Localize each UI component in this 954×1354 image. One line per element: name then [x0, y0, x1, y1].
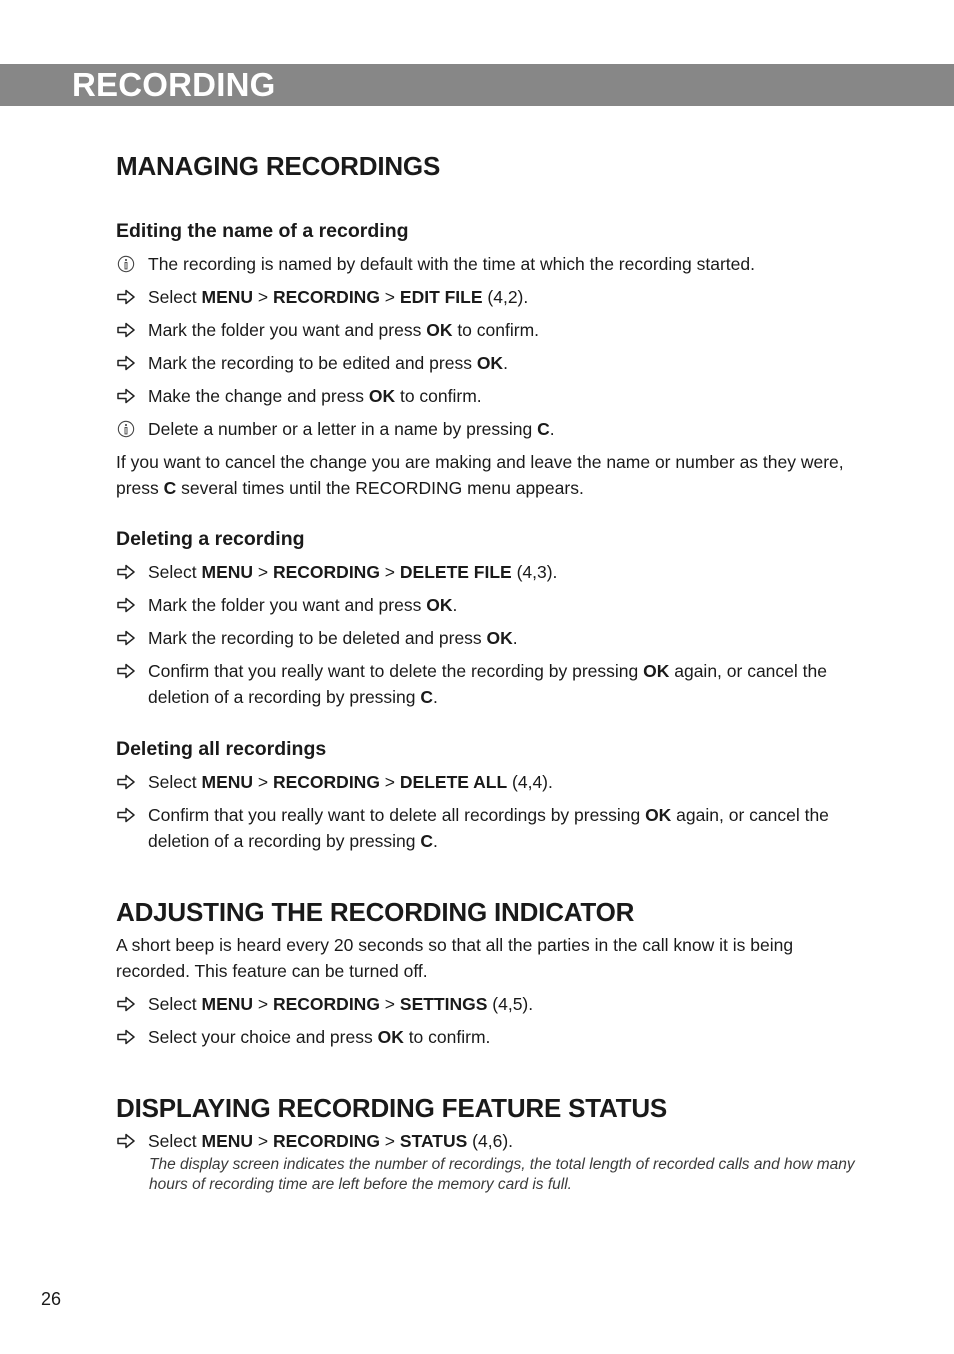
step-row: Confirm that you really want to delete the recording by pressing OK again, or cancel the deletion of a recording by pressing C.	[116, 658, 856, 710]
step-row: Select MENU > RECORDING > SETTINGS (4,5).	[116, 991, 856, 1017]
subsection-title-deleting-all: Deleting all recordings	[116, 738, 327, 760]
step-row: Mark the folder you want and press OK to confirm.	[116, 317, 856, 343]
step-row: Select MENU > RECORDING > DELETE FILE (4,3).	[116, 559, 856, 585]
arrow-icon	[116, 387, 136, 405]
step-row: Select MENU > RECORDING > DELETE ALL (4,4).	[116, 769, 856, 795]
section-title-status: DISPLAYING RECORDING FEATURE STATUS	[116, 1093, 668, 1123]
page-number: 26	[41, 1289, 62, 1309]
arrow-icon	[116, 629, 136, 647]
arrow-icon	[116, 773, 136, 791]
info-row: The recording is named by default with the time at which the recording started.	[116, 251, 856, 277]
body-paragraph: If you want to cancel the change you are making and leave the name or number as they were, press C several times until the RECORDING menu appears.	[116, 452, 844, 498]
step-row: Select your choice and press OK to confirm.	[116, 1024, 856, 1050]
subsection-title-deleting: Deleting a recording	[116, 528, 305, 550]
step-row: Mark the recording to be deleted and press OK.	[116, 625, 856, 651]
status-note: The display screen indicates the number of recordings, the total length of recorded calls and how many hours of recording time are left before the memory card is full.	[149, 1156, 855, 1193]
step-row: Mark the recording to be edited and press OK.	[116, 350, 856, 376]
page-content	[116, 150, 856, 1194]
chapter-title: RECORDING	[72, 66, 276, 103]
info-icon	[116, 420, 136, 438]
arrow-icon	[116, 995, 136, 1013]
info-row: Delete a number or a letter in a name by pressing C.	[116, 416, 856, 442]
chapter-banner	[0, 64, 954, 106]
step-row: Confirm that you really want to delete all recordings by pressing OK again, or cancel the deletion of a recording by pressing C.	[116, 802, 856, 854]
arrow-icon	[116, 288, 136, 306]
arrow-icon	[116, 1028, 136, 1046]
step-row: Select MENU > RECORDING > EDIT FILE (4,2).	[116, 284, 856, 310]
arrow-icon	[116, 806, 136, 824]
arrow-icon	[116, 596, 136, 614]
arrow-icon	[116, 662, 136, 680]
section-title-managing: MANAGING RECORDINGS	[116, 151, 441, 181]
arrow-icon	[116, 354, 136, 372]
arrow-icon	[116, 321, 136, 339]
step-row: Select MENU > RECORDING > STATUS (4,6).	[116, 1128, 856, 1154]
info-icon	[116, 255, 136, 273]
arrow-icon	[116, 563, 136, 581]
body-paragraph: A short beep is heard every 20 seconds so that all the parties in the call know it is being recorded. This feature can be turned off.	[116, 935, 794, 981]
subsection-title-editing: Editing the name of a recording	[116, 220, 409, 242]
arrow-icon	[116, 1132, 136, 1150]
step-row: Make the change and press OK to confirm.	[116, 383, 856, 409]
step-row: Mark the folder you want and press OK.	[116, 592, 856, 618]
section-title-indicator: ADJUSTING THE RECORDING INDICATOR	[116, 897, 635, 927]
